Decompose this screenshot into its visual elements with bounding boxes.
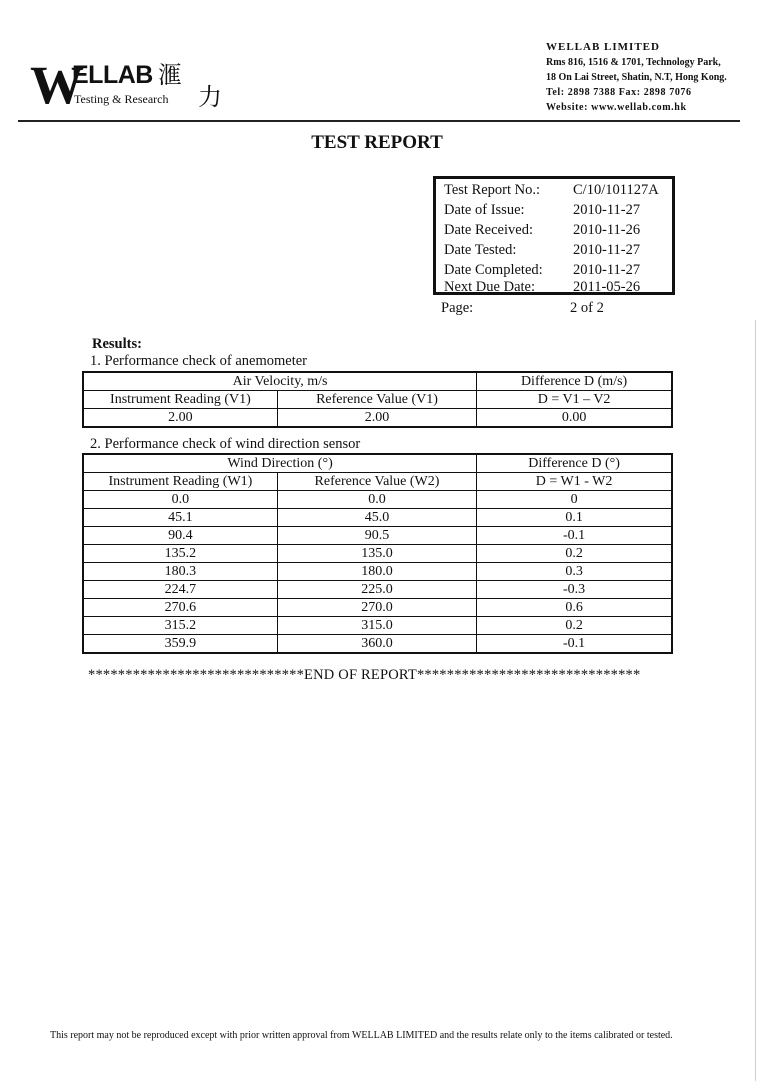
table-cell: 135.2 bbox=[83, 545, 277, 563]
table-row bbox=[83, 581, 672, 599]
table-cell: 45.0 bbox=[277, 509, 476, 527]
table-cell: 225.0 bbox=[277, 581, 476, 599]
table-cell: 0.0 bbox=[277, 491, 476, 509]
table-row bbox=[83, 545, 672, 563]
logo-chinese-1: 滙 bbox=[158, 61, 182, 89]
table-cell: 0.0 bbox=[83, 491, 277, 509]
column-header: Reference Value (V1) bbox=[277, 391, 476, 409]
logo-tagline: Testing & Research bbox=[74, 92, 169, 106]
table-cell: 270.0 bbox=[277, 599, 476, 617]
table-cell: -0.1 bbox=[477, 635, 672, 654]
table-cell: 360.0 bbox=[277, 635, 476, 654]
table-header-row bbox=[83, 454, 672, 473]
table-row bbox=[83, 491, 672, 509]
info-label: Next Due Date: bbox=[444, 279, 535, 295]
table-cell: 0.1 bbox=[477, 509, 672, 527]
table-header-row bbox=[83, 473, 672, 491]
table-cell: -0.1 bbox=[477, 527, 672, 545]
table-row bbox=[83, 563, 672, 581]
table-row bbox=[83, 509, 672, 527]
section-1-title: 1. Performance check of anemometer bbox=[90, 353, 307, 369]
info-value: 2010-11-27 bbox=[573, 202, 641, 218]
table-cell: 0 bbox=[477, 491, 672, 509]
table-cell: -0.3 bbox=[477, 581, 672, 599]
page-value: 2 of 2 bbox=[570, 300, 604, 316]
table-cell: 315.2 bbox=[83, 617, 277, 635]
table-cell: 359.9 bbox=[83, 635, 277, 654]
table-cell: 0.6 bbox=[477, 599, 672, 617]
results-heading: Results: bbox=[92, 336, 142, 352]
group-header: Wind Direction (°) bbox=[83, 454, 477, 473]
group-header: Air Velocity, m/s bbox=[83, 372, 477, 391]
difference-header: Difference D (°) bbox=[477, 454, 672, 473]
section-2-title: 2. Performance check of wind direction sensor bbox=[90, 436, 361, 452]
table-row bbox=[83, 617, 672, 635]
table-cell: 270.6 bbox=[83, 599, 277, 617]
table-header-row bbox=[83, 372, 672, 391]
table-cell: 135.0 bbox=[277, 545, 476, 563]
table-cell: 2.00 bbox=[83, 409, 277, 428]
report-info-box bbox=[433, 176, 675, 295]
table-cell: 90.4 bbox=[83, 527, 277, 545]
table-cell: 224.7 bbox=[83, 581, 277, 599]
table-cell: 2.00 bbox=[277, 409, 476, 428]
page-label: Page: bbox=[441, 300, 474, 316]
table-cell: 0.2 bbox=[477, 617, 672, 635]
info-value: 2010-11-27 bbox=[573, 242, 641, 258]
logo-chinese-2: 力 bbox=[198, 83, 222, 111]
table-row bbox=[83, 599, 672, 617]
logo-brand: ELLAB bbox=[72, 61, 153, 89]
company-logo bbox=[30, 55, 222, 115]
company-name: WELLAB LIMITED bbox=[546, 41, 660, 53]
logo-mark: W bbox=[30, 55, 82, 115]
table-cell: 45.1 bbox=[83, 509, 277, 527]
phone-fax: Tel: 2898 7388 Fax: 2898 7076 bbox=[546, 87, 692, 98]
company-address-block bbox=[546, 40, 756, 115]
info-label: Date Received: bbox=[444, 222, 533, 238]
address-line-2: 18 On Lai Street, Shatin, N.T, Hong Kong. bbox=[546, 72, 727, 83]
table-cell: 180.0 bbox=[277, 563, 476, 581]
info-label: Test Report No.: bbox=[444, 182, 541, 198]
footer-disclaimer: This report may not be reproduced except with prior written approval from WELLAB LIMITED and the results relate only to the items calibrated or tested. bbox=[50, 1030, 673, 1041]
table-row bbox=[83, 635, 672, 654]
info-value: 2010-11-27 bbox=[573, 262, 641, 278]
column-header: Instrument Reading (V1) bbox=[83, 391, 277, 409]
end-of-report-marker: *****************************END OF REPORT****************************** bbox=[88, 667, 641, 683]
website: Website: www.wellab.com.hk bbox=[546, 102, 687, 113]
table-cell: 315.0 bbox=[277, 617, 476, 635]
info-label: Date Completed: bbox=[444, 262, 543, 278]
info-label: Date Tested: bbox=[444, 242, 517, 258]
column-header: D = V1 – V2 bbox=[477, 391, 672, 409]
info-value: 2011-05-26 bbox=[573, 279, 641, 295]
page-number-row bbox=[441, 298, 681, 318]
table-header-row bbox=[83, 391, 672, 409]
table-cell: 90.5 bbox=[277, 527, 476, 545]
table-cell: 0.2 bbox=[477, 545, 672, 563]
scan-edge-line bbox=[755, 320, 756, 1081]
table-cell: 0.00 bbox=[477, 409, 672, 428]
anemometer-table bbox=[82, 371, 673, 428]
table-row bbox=[83, 409, 672, 428]
info-value: 2010-11-26 bbox=[573, 222, 641, 238]
column-header: D = W1 - W2 bbox=[477, 473, 672, 491]
header-divider bbox=[18, 120, 740, 122]
column-header: Instrument Reading (W1) bbox=[83, 473, 277, 491]
info-value: C/10/101127A bbox=[573, 182, 659, 198]
info-label: Date of Issue: bbox=[444, 202, 525, 218]
table-row bbox=[83, 527, 672, 545]
page-title: TEST REPORT bbox=[311, 132, 443, 153]
table-cell: 0.3 bbox=[477, 563, 672, 581]
address-line-1: Rms 816, 1516 & 1701, Technology Park, bbox=[546, 57, 721, 68]
column-header: Reference Value (W2) bbox=[277, 473, 476, 491]
table-cell: 180.3 bbox=[83, 563, 277, 581]
wind-direction-table bbox=[82, 453, 673, 654]
difference-header: Difference D (m/s) bbox=[477, 372, 672, 391]
